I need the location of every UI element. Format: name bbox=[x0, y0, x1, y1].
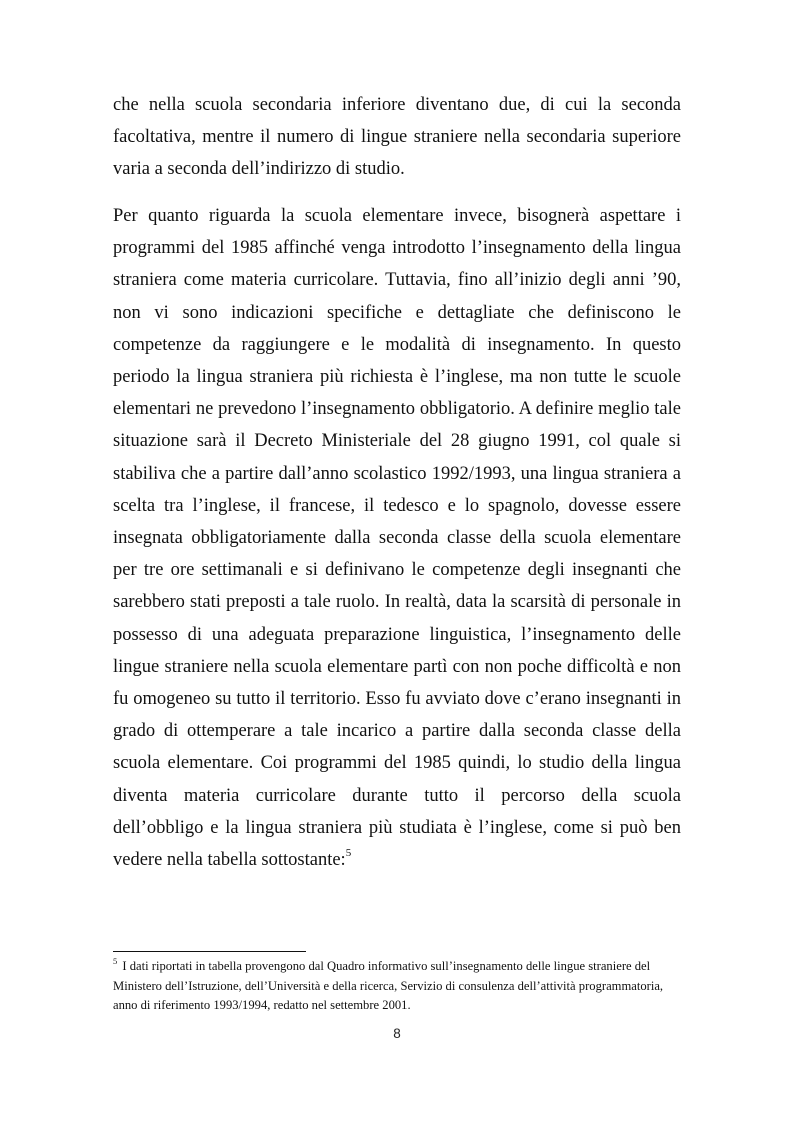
footnote bbox=[113, 957, 681, 1016]
body-paragraph-1 bbox=[113, 89, 681, 186]
paragraph-2-text: Per quanto riguarda la scuola elementare invece, bisognerà aspettare i programmi del 1985 affinché venga introdotto l’insegnamento della lingua straniera come materia curricolare. Tuttavia, fino all’inizio degli anni ’90, non vi sono indicazioni specifiche e dettagliate che definiscono le competenze da raggiungere e le modalità di insegnamento. In questo periodo la lingua straniera più richiesta è l’inglese, ma non tutte le scuole elementari ne prevedono l’insegnamento obbligatorio. A definire meglio tale situazione sarà il Decreto Ministeriale del 28 giugno 1991, col quale si stabiliva che a partire dall’anno scolastico 1992/1993, una lingua straniera a scelta tra l’inglese, il francese, il tedesco e lo spagnolo, dovesse essere insegnata obbligatoriamente dalla seconda classe della scuola elementare per tre ore settimanali e si definivano le competenze degli insegnanti che sarebbero stati preposti a tale ruolo. In realtà, data la scarsità di personale in possesso di una adeguata preparazione linguistica, l’insegnamento delle lingue straniere nella scuola elementare partì con non poche difficoltà e non fu omogeneo su tutto il territorio. Esso fu avviato dove c’erano insegnanti in grado di ottemperare a tale incarico a partire dalla seconda classe della scuola elementare. Coi programmi del 1985 quindi, lo studio della lingua diventa materia curricolare durante tutto il percorso della scuola dell’obbligo e la lingua straniera più studiata è l’inglese, come si può ben vedere nella tabella sottostante: bbox=[113, 206, 681, 871]
footnote-text: I dati riportati in tabella provengono dal Quadro informativo sull’insegnamento delle lingue straniere del Ministero dell’Istruzione, dell’Università e della ricerca, Servizio di consulenza dell’attività programmatoria, anno di riferimento 1993/1994, redatto nel settembre 2001. bbox=[113, 959, 664, 1012]
footnote-reference[interactable]: 5 bbox=[345, 846, 352, 859]
page-number: 8 bbox=[393, 1026, 401, 1041]
body-paragraph-2 bbox=[113, 200, 681, 876]
footnote-number: 5 bbox=[113, 955, 118, 966]
paragraph-1-text: che nella scuola secondaria inferiore diventano due, di cui la seconda facoltativa, mentre il numero di lingue straniere nella secondaria superiore varia a seconda dell’indirizzo di studio. bbox=[113, 95, 681, 180]
footnote-separator bbox=[113, 951, 306, 952]
